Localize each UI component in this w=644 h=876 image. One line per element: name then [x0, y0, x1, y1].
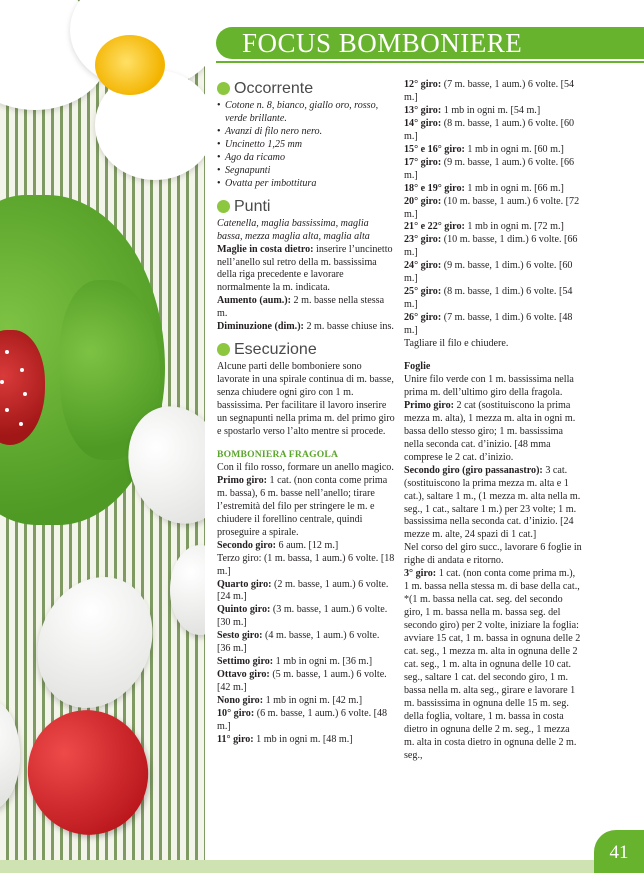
section-heading-occorrente: Occorrente — [217, 79, 395, 98]
paragraph: Con il filo rosso, formare un anello magico. — [217, 461, 394, 473]
photo-panel — [0, 0, 205, 873]
round-instruction: 18° e 19° giro: 1 mb in ogni m. [66 m.] — [404, 182, 564, 194]
paragraph: Unire filo verde con 1 m. bassissima nella prima m. dell’ultimo giro della fragola. — [404, 373, 574, 398]
round-instruction: 17° giro: (9 m. basse, 1 aum.) 6 volte. [66 m.] — [404, 156, 575, 181]
round-instruction: 13° giro: 1 mb in ogni m. [54 m.] — [404, 104, 541, 116]
subheading-bomboniera-fragola: BOMBONIERA FRAGOLA — [217, 448, 339, 460]
round-instruction: Quarto giro: (2 m. basse, 1 aum.) 6 volte. [24 m.] — [217, 578, 389, 603]
section-heading-esecuzione: Esecuzione — [217, 340, 395, 359]
paragraph: Aumento (aum.): 2 m. basse nella stessa m. — [217, 295, 385, 320]
sugared-almond — [170, 545, 205, 635]
round-instruction: 11° giro: 1 mb in ogni m. [48 m.] — [217, 733, 353, 745]
paragraph: Diminuzione (dim.): 2 m. basse chiuse ins. — [217, 321, 394, 333]
paragraph: Secondo giro (giro passanastro): 3 cat. (sostituiscono la prima mezza m. alta e 1 cat.), saltare 1 m., (1 mezza m. alta nella m. seg., 1 cat., saltare 1 m.) per 23 volte; 1 m. bassissima nella seconda cat. d’inizio. [24 mezze m. alte, 24 spazi di 1 cat.] — [404, 464, 581, 541]
list-item: • Cotone n. 8, bianco, giallo oro, rosso, verde brillante. — [217, 100, 395, 126]
round-instruction: 12° giro: (7 m. basse, 1 aum.) 6 volte. [54 m.] — [404, 79, 575, 103]
paragraph: Primo giro: 2 cat (sostituiscono la prima mezza m. alta), 1 mezza m. alta in ogni m. bassa dello stesso giro; 1 m. bassissima nella seconda cat. d’inizio. [48 mma comprese le 2 cat. d’inizio. — [404, 399, 576, 463]
list-item: • Uncinetto 1,25 mm — [217, 139, 395, 152]
page-title: FOCUS BOMBONIERE — [242, 28, 523, 58]
list-item: • Ovatta per imbottitura — [217, 178, 395, 191]
round-instruction: Nono giro: 1 mb in ogni m. [42 m.] — [217, 695, 363, 707]
list-item: • Avanzi di filo nero nero. — [217, 126, 395, 139]
page-number: 41 — [609, 842, 629, 863]
paragraph: 3° giro: 1 cat. (non conta come prima m.), 1 m. bassa nella stessa m. di base della cat., *(1 m. bassa nella cat. seg. del secondo giro, 1 m. bassa nella m. bassa seg. del secondo giro) per 2 volte, iniziare la foglia: avviare 15 cat, 1 m. bassa in ognuna delle 2 cat. seg., 1 mezza m. alta in ognuna delle 2 cat. seg., 1 m. alta in ognuna delle 10 cat. seg., saltare 1 cat. del secondo giro, 1 m. bassa nella m. alta seg., girare e lavorare 1 m. bassissima in ognuna delle 15 m. seg. della foglia, voltare, 1 m. bassa in costa dietro in ognuna delle 2 m. seg., 1 mezza m. alta in costa dietro in ognuna delle 2 m. seg., — [404, 568, 581, 761]
bullet-circle-icon — [217, 82, 230, 95]
round-instruction: Terzo giro: (1 m. bassa, 1 aum.) 6 volte. [18 m.] — [217, 552, 395, 577]
red-sugared-almond — [14, 697, 162, 849]
bullet-circle-icon — [217, 200, 230, 213]
round-instruction: 26° giro: (7 m. basse, 1 dim.) 6 volte. [48 m.] — [404, 312, 573, 337]
list-item: • Segnapunti — [217, 165, 395, 178]
text-column-left — [217, 79, 395, 747]
round-instruction: 25° giro: (8 m. basse, 1 dim.) 6 volte. [54 m.] — [404, 286, 573, 311]
sugared-almond — [0, 700, 20, 810]
bottom-bar — [0, 860, 644, 873]
bullet-circle-icon — [217, 343, 230, 356]
rounds-list — [217, 475, 395, 747]
round-instruction: 15° e 16° giro: 1 mb in ogni m. [60 m.] — [404, 143, 564, 155]
round-instruction: 23° giro: (10 m. basse, 1 dim.) 6 volte. [66 m.] — [404, 234, 578, 259]
round-instruction: Ottavo giro: (5 m. basse, 1 aum.) 6 volte. [42 m.] — [217, 669, 387, 694]
text-column-right — [404, 79, 582, 763]
paragraph: Alcune parti delle bomboniere sono lavorate in una spirale continua di m. basse, senza chiudere ogni giro con 1 m. bassissima. Per facilitare il lavoro inserire un segnapunti nella prima m. del primo giro e spostarlo verso l’alto mentre si procede. — [217, 361, 395, 438]
rounds-list — [404, 79, 582, 338]
paragraph: Tagliare il filo e chiudere. — [404, 338, 509, 350]
list-item: • Ago da ricamo — [217, 152, 395, 165]
flower-center — [95, 35, 165, 95]
paragraph: Maglie in costa dietro: inserire l’uncinetto nell’anello sul retro della m. bassissima della riga precedente e lavorare normalmente la m. indicata. — [217, 243, 393, 294]
foglie-heading: Foglie — [404, 361, 431, 373]
round-instruction: Settimo giro: 1 mb in ogni m. [36 m.] — [217, 656, 373, 668]
round-instruction: 21° e 22° giro: 1 mb in ogni m. [72 m.] — [404, 221, 564, 233]
round-instruction: Sesto giro: (4 m. basse, 1 aum.) 6 volte. [36 m.] — [217, 630, 380, 655]
title-underline — [216, 61, 644, 63]
round-instruction: 20° giro: (10 m. basse, 1 aum.) 6 volte. [72 m.] — [404, 195, 580, 220]
paragraph: Nel corso del giro succ., lavorare 6 foglie in righe di andata e ritorno. — [404, 542, 582, 567]
round-instruction: Quinto giro: (3 m. basse, 1 aum.) 6 volte. [30 m.] — [217, 604, 388, 629]
round-instruction: 24° giro: (9 m. basse, 1 dim.) 6 volte. [60 m.] — [404, 260, 573, 285]
round-instruction: Secondo giro: 6 aum. [12 m.] — [217, 539, 339, 551]
section-heading-punti: Punti — [217, 197, 395, 216]
round-instruction: 10° giro: (6 m. basse, 1 aum.) 6 volte. [48 m.] — [217, 708, 388, 732]
round-instruction: 14° giro: (8 m. basse, 1 aum.) 6 volte. [60 m.] — [404, 117, 575, 142]
stitches-list: Catenella, maglia bassissima, maglia bassa, mezza maglia alta, maglia alta — [217, 217, 370, 242]
round-instruction: Primo giro: 1 cat. (non conta come prima m. bassa), 6 m. basse nell’anello; tirare l’estremità del filo per stringere le m. e chiudere il forellino centrale, quindi proseguire a spirale. — [217, 474, 388, 538]
sugared-almond — [17, 558, 174, 727]
materials-list — [217, 100, 395, 191]
